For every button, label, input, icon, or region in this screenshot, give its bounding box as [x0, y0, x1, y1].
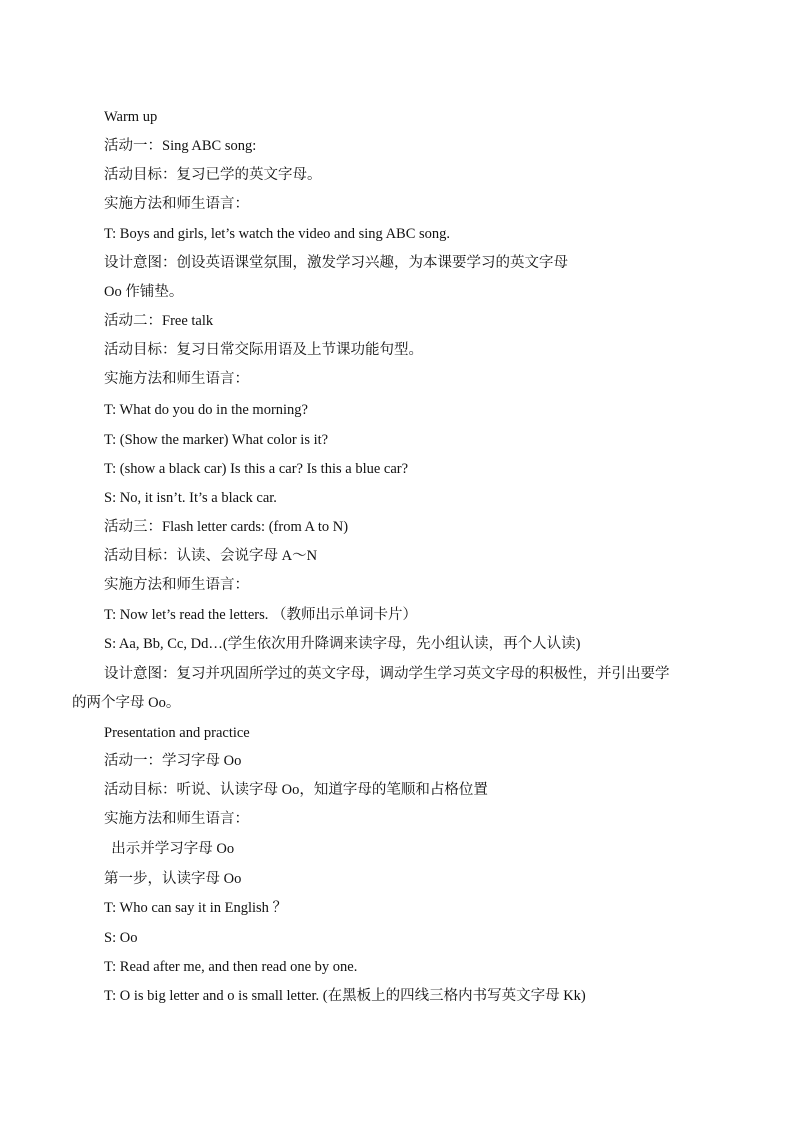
activity-2-goal: 活动目标：复习日常交际用语及上节课功能句型。: [104, 342, 423, 358]
activity-4-method-label: 实施方法和师生语言：: [104, 811, 249, 827]
activity-2-title: 活动二：Free talk: [104, 313, 214, 329]
activity-1-method-label: 实施方法和师生语言：: [104, 196, 249, 212]
activity-1-goal: 活动目标：复习已学的英文字母。: [104, 167, 322, 183]
activity-4-goal: 活动目标：听说、认读字母 Oo，知道字母的笔顺和占格位置: [104, 782, 488, 798]
teacher-line: T: Who can say it in English ？: [104, 900, 288, 916]
activity-2-method-label: 实施方法和师生语言：: [104, 371, 249, 387]
teacher-line: T: Boys and girls, let’s watch the video and sing ABC song.: [104, 226, 451, 242]
step-1-title: 第一步，认读字母 Oo: [104, 871, 242, 887]
teacher-line: T: What do you do in the morning?: [104, 402, 308, 418]
activity-3-method-label: 实施方法和师生语言：: [104, 577, 249, 593]
heading-warm-up: Warm up: [104, 109, 158, 125]
teacher-line: T: Read after me, and then read one by one.: [104, 959, 358, 975]
activity-1-title: 活动一：Sing ABC song:: [104, 138, 257, 154]
step-intro: 出示并学习字母 Oo: [104, 841, 235, 857]
teacher-line: T: (Show the marker) What color is it?: [104, 432, 329, 448]
design-intent-1-cont: Oo 作铺垫。: [104, 284, 184, 300]
design-intent-1: 设计意图：创设英语课堂氛围，激发学习兴趣，为本课要学习的英文字母: [104, 255, 568, 271]
activity-3-goal: 活动目标：认读、会说字母 A～N: [104, 548, 318, 564]
student-line: S: Oo: [104, 930, 138, 946]
teacher-line: T: (show a black car) Is this a car? Is this a blue car?: [104, 461, 409, 477]
activity-4-title: 活动一：学习字母 Oo: [104, 753, 242, 769]
teacher-line: T: Now let’s read the letters. （教师出示单词卡片）: [104, 607, 417, 623]
design-intent-2: 设计意图：复习并巩固所学过的英文字母，调动学生学习英文字母的积极性，并引出要学: [104, 666, 670, 682]
teacher-line: T: O is big letter and o is small letter. (在黑板上的四线三格内书写英文字母 Kk): [104, 988, 586, 1004]
design-intent-2-cont: 的两个字母 Oo。: [72, 695, 181, 711]
student-line: S: No, it isn’t. It’s a black car.: [104, 490, 277, 506]
activity-3-title: 活动三：Flash letter cards: (from A to N): [104, 519, 349, 535]
student-line: S: Aa, Bb, Cc, Dd…(学生依次用升降调来读字母，先小组认读，再个人认读): [104, 636, 581, 652]
heading-presentation: Presentation and practice: [104, 725, 250, 741]
